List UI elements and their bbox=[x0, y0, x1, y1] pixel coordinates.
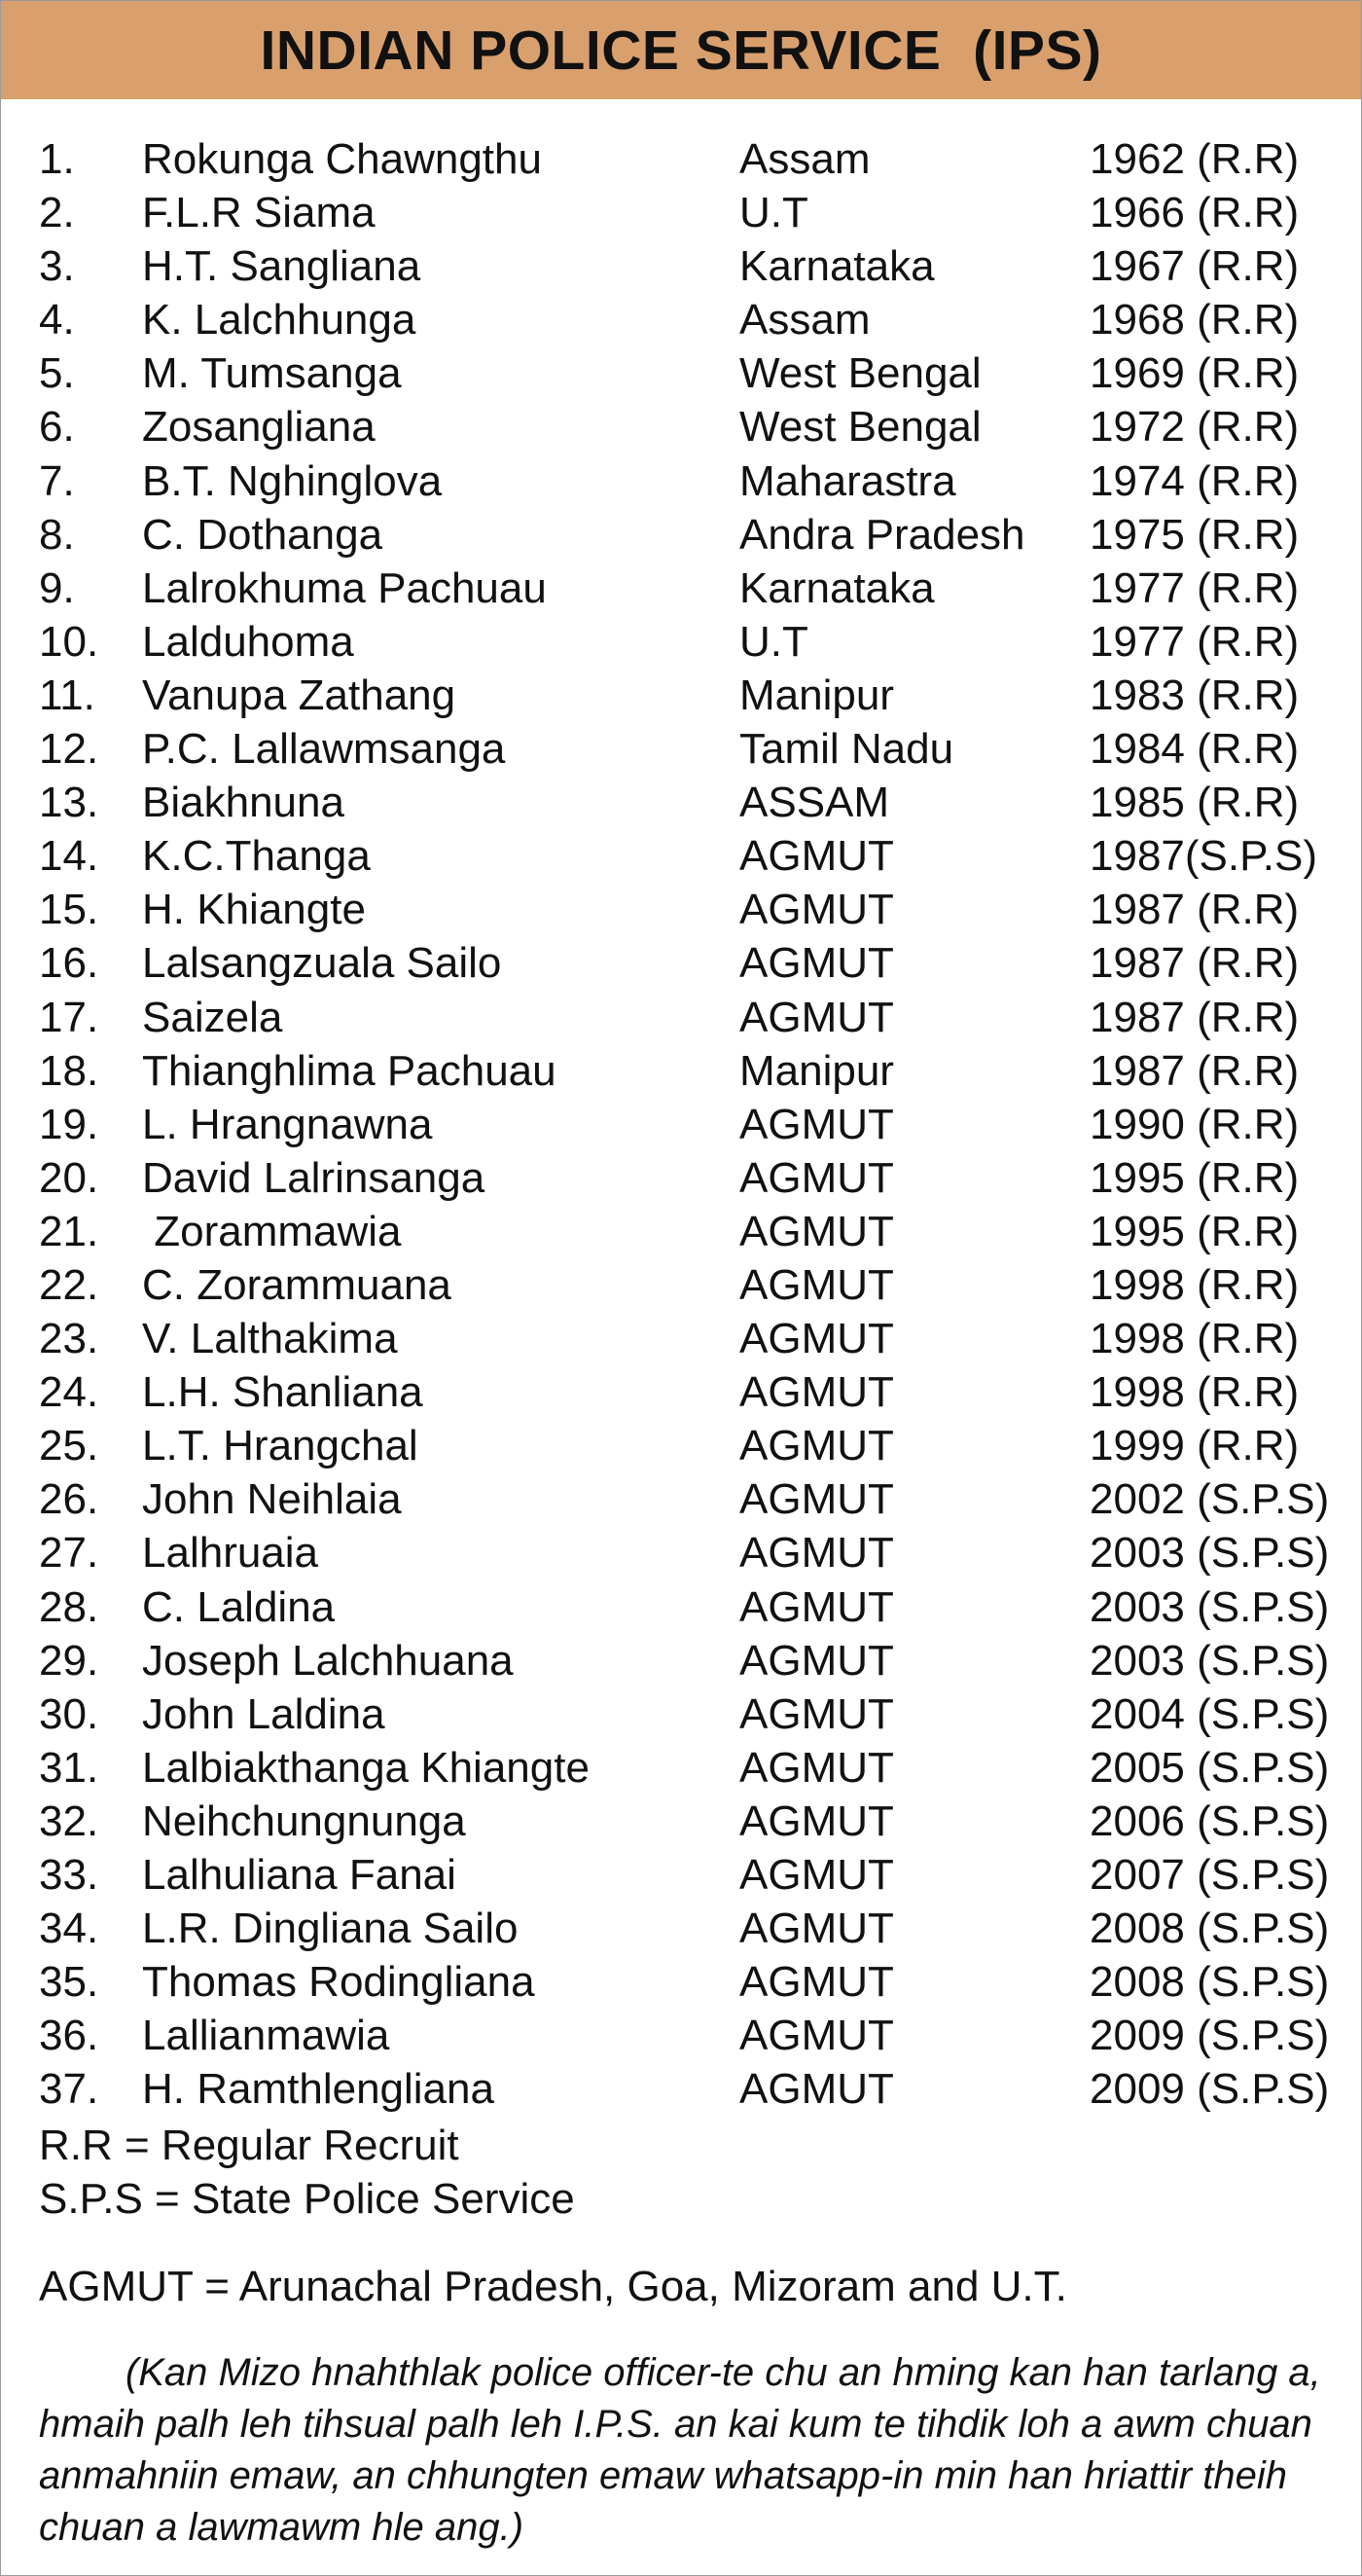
table-row bbox=[39, 1848, 1362, 1902]
table-row bbox=[39, 2062, 1362, 2116]
table-row bbox=[39, 239, 1362, 293]
officer-number: 9. bbox=[39, 563, 75, 612]
officer-cadre: Andra Pradesh bbox=[739, 510, 1025, 559]
officer-cadre: AGMUT bbox=[739, 1315, 894, 1363]
officer-name: Neihchungnunga bbox=[142, 1796, 466, 1845]
officer-cadre: AGMUT bbox=[739, 2012, 894, 2060]
officer-name: Joseph Lalchhuana bbox=[142, 1636, 514, 1685]
officer-cadre: West Bengal bbox=[739, 349, 982, 398]
table-row bbox=[39, 1258, 1362, 1312]
footnote-line: hmaih palh leh tihsual palh leh I.P.S. an kai kum te tihdik loh a awm chuan bbox=[39, 2403, 1312, 2446]
legend-agmut: AGMUT = Arunachal Pradesh, Goa, Mizoram and U.T. bbox=[39, 2263, 1067, 2310]
officer-batch-year: 1998 (R.R) bbox=[1090, 1315, 1300, 1363]
officer-batch-year: 2003 (S.P.S) bbox=[1090, 1529, 1330, 1578]
officer-number: 35. bbox=[39, 1958, 99, 2007]
officer-number: 34. bbox=[39, 1905, 99, 1953]
officer-cadre: AGMUT bbox=[739, 1689, 894, 1738]
officer-batch-year: 2003 (S.P.S) bbox=[1090, 1582, 1330, 1631]
officer-batch-year: 2006 (S.P.S) bbox=[1090, 1796, 1330, 1845]
officer-batch-year: 1987 (R.R) bbox=[1090, 939, 1300, 988]
header-banner bbox=[1, 1, 1361, 99]
table-row bbox=[39, 346, 1362, 400]
officer-cadre: AGMUT bbox=[739, 1905, 894, 1953]
table-row bbox=[39, 1419, 1362, 1472]
officer-name: L.R. Dingliana Sailo bbox=[142, 1905, 519, 1953]
officer-cadre: AGMUT bbox=[739, 1260, 894, 1309]
officer-name: Biakhnuna bbox=[142, 779, 344, 827]
table-row bbox=[39, 936, 1362, 990]
officer-name: H. Ramthlengliana bbox=[142, 2065, 494, 2114]
officer-batch-year: 2007 (S.P.S) bbox=[1090, 1851, 1330, 1899]
table-row bbox=[39, 776, 1362, 829]
officer-cadre: AGMUT bbox=[739, 832, 894, 881]
table-row bbox=[39, 508, 1362, 562]
officer-number: 30. bbox=[39, 1689, 99, 1738]
officer-name: L.T. Hrangchal bbox=[142, 1422, 418, 1470]
officer-number: 33. bbox=[39, 1851, 99, 1899]
officer-cadre: AGMUT bbox=[739, 1851, 894, 1899]
officer-batch-year: 1995 (R.R) bbox=[1090, 1153, 1300, 1202]
officer-name: B.T. Nghinglova bbox=[142, 456, 443, 505]
officer-name: C. Zorammuana bbox=[142, 1260, 451, 1309]
officer-batch-year: 1969 (R.R) bbox=[1090, 349, 1300, 398]
officer-number: 22. bbox=[39, 1260, 99, 1309]
officer-name: Lalhruaia bbox=[142, 1529, 319, 1578]
officer-number: 15. bbox=[39, 886, 99, 934]
officer-cadre: Manipur bbox=[739, 671, 894, 719]
officer-number: 29. bbox=[39, 1636, 99, 1685]
officer-cadre: AGMUT bbox=[739, 1958, 894, 2007]
officer-number: 14. bbox=[39, 832, 99, 881]
officer-name: Lalhuliana Fanai bbox=[142, 1851, 456, 1899]
officer-batch-year: 1966 (R.R) bbox=[1090, 189, 1300, 237]
officer-cadre: Assam bbox=[739, 135, 871, 183]
officer-cadre: Karnataka bbox=[739, 242, 935, 291]
officer-batch-year: 1998 (R.R) bbox=[1090, 1260, 1300, 1309]
officer-batch-year: 1985 (R.R) bbox=[1090, 779, 1300, 827]
officer-batch-year: 1987(S.P.S) bbox=[1090, 832, 1318, 881]
table-row bbox=[39, 1955, 1362, 2009]
officer-batch-year: 1977 (R.R) bbox=[1090, 617, 1300, 666]
officer-batch-year: 1975 (R.R) bbox=[1090, 510, 1300, 559]
officer-number: 7. bbox=[39, 456, 75, 505]
officer-cadre: AGMUT bbox=[739, 1636, 894, 1685]
officer-number: 26. bbox=[39, 1475, 99, 1524]
officer-number: 37. bbox=[39, 2065, 99, 2114]
table-row bbox=[39, 454, 1362, 508]
officer-number: 28. bbox=[39, 1582, 99, 1631]
table-row bbox=[39, 1795, 1362, 1848]
officer-cadre: AGMUT bbox=[739, 2065, 894, 2114]
officer-name: K. Lalchhunga bbox=[142, 296, 416, 345]
officer-cadre: AGMUT bbox=[739, 1743, 894, 1792]
officer-name: Saizela bbox=[142, 993, 283, 1041]
officer-number: 27. bbox=[39, 1529, 99, 1578]
officer-number: 17. bbox=[39, 993, 99, 1041]
officer-cadre: AGMUT bbox=[739, 1207, 894, 1255]
officer-batch-year: 1967 (R.R) bbox=[1090, 242, 1300, 291]
footnote-line: chuan a lawmawm hle ang.) bbox=[39, 2506, 524, 2549]
officer-cadre: AGMUT bbox=[739, 1582, 894, 1631]
table-row bbox=[39, 1205, 1362, 1258]
officer-cadre: AGMUT bbox=[739, 1422, 894, 1470]
officer-batch-year: 2009 (S.P.S) bbox=[1090, 2065, 1330, 2114]
officer-cadre: AGMUT bbox=[739, 1475, 894, 1524]
officer-name: Rokunga Chawngthu bbox=[142, 135, 542, 183]
officer-number: 36. bbox=[39, 2012, 99, 2060]
table-row bbox=[39, 1580, 1362, 1634]
officer-number: 18. bbox=[39, 1046, 99, 1095]
officer-number: 11. bbox=[39, 671, 95, 719]
officer-number: 5. bbox=[39, 349, 75, 398]
table-row bbox=[39, 2009, 1362, 2062]
table-row bbox=[39, 829, 1362, 883]
officer-batch-year: 2002 (S.P.S) bbox=[1090, 1475, 1330, 1524]
officer-cadre: AGMUT bbox=[739, 1153, 894, 1202]
officer-cadre: Manipur bbox=[739, 1046, 894, 1095]
officer-name: V. Lalthakima bbox=[142, 1315, 398, 1363]
officer-batch-year: 1977 (R.R) bbox=[1090, 563, 1300, 612]
officer-batch-year: 1968 (R.R) bbox=[1090, 296, 1300, 345]
officer-number: 20. bbox=[39, 1153, 99, 1202]
table-row bbox=[39, 562, 1362, 615]
officer-number: 31. bbox=[39, 1743, 99, 1792]
officer-list bbox=[39, 132, 1362, 2116]
officer-cadre: AGMUT bbox=[739, 1796, 894, 1845]
officer-name: Lalsangzuala Sailo bbox=[142, 939, 502, 988]
officer-name: Lalbiakthanga Khiangte bbox=[142, 1743, 590, 1792]
officer-name: H. Khiangte bbox=[142, 886, 366, 934]
officer-number: 10. bbox=[39, 617, 99, 666]
table-row bbox=[39, 669, 1362, 722]
officer-name: M. Tumsanga bbox=[142, 349, 402, 398]
officer-name: L. Hrangnawna bbox=[142, 1100, 433, 1148]
officer-number: 21. bbox=[39, 1207, 99, 1255]
officer-cadre: West Bengal bbox=[739, 403, 982, 452]
officer-cadre: Assam bbox=[739, 296, 871, 345]
officer-number: 24. bbox=[39, 1368, 99, 1417]
legend-rr: R.R = Regular Recruit bbox=[39, 2122, 459, 2169]
officer-number: 16. bbox=[39, 939, 99, 988]
officer-batch-year: 1983 (R.R) bbox=[1090, 671, 1300, 719]
officer-name: P.C. Lallawmsanga bbox=[142, 725, 506, 774]
table-row bbox=[39, 883, 1362, 936]
officer-name: Zosangliana bbox=[142, 403, 376, 452]
officer-number: 25. bbox=[39, 1422, 99, 1470]
table-row bbox=[39, 1151, 1362, 1205]
officer-cadre: U.T bbox=[739, 189, 808, 237]
officer-cadre: AGMUT bbox=[739, 939, 894, 988]
officer-number: 2. bbox=[39, 189, 75, 237]
officer-batch-year: 2003 (S.P.S) bbox=[1090, 1636, 1330, 1685]
table-row bbox=[39, 1902, 1362, 1955]
officer-batch-year: 1984 (R.R) bbox=[1090, 725, 1300, 774]
footnote-line: anmahniin emaw, an chhungten emaw whatsapp-in min han hriattir theih bbox=[39, 2454, 1287, 2497]
officer-number: 32. bbox=[39, 1796, 99, 1845]
officer-name: Thianghlima Pachuau bbox=[142, 1046, 556, 1095]
officer-name: H.T. Sangliana bbox=[142, 242, 421, 291]
officer-name: John Laldina bbox=[142, 1689, 385, 1738]
officer-number: 19. bbox=[39, 1100, 99, 1148]
officer-batch-year: 1972 (R.R) bbox=[1090, 403, 1300, 452]
officer-name: Thomas Rodingliana bbox=[142, 1958, 535, 2007]
officer-number: 1. bbox=[39, 135, 75, 183]
officer-name: Lallianmawia bbox=[142, 2012, 390, 2060]
officer-number: 6. bbox=[39, 403, 75, 452]
officer-name: F.L.R Siama bbox=[142, 189, 376, 237]
officer-cadre: Tamil Nadu bbox=[739, 725, 954, 774]
officer-cadre: Maharastra bbox=[739, 456, 956, 505]
officer-cadre: AGMUT bbox=[739, 886, 894, 934]
table-row bbox=[39, 1741, 1362, 1795]
officer-number: 23. bbox=[39, 1315, 99, 1363]
officer-cadre: AGMUT bbox=[739, 1368, 894, 1417]
table-row bbox=[39, 1098, 1362, 1151]
officer-name: Zorammawia bbox=[142, 1207, 402, 1255]
table-row bbox=[39, 991, 1362, 1044]
officer-name: Lalduhoma bbox=[142, 617, 354, 666]
table-row bbox=[39, 1634, 1362, 1687]
table-row bbox=[39, 615, 1362, 669]
table-row bbox=[39, 400, 1362, 454]
officer-batch-year: 1987 (R.R) bbox=[1090, 993, 1300, 1041]
officer-number: 13. bbox=[39, 779, 99, 827]
officer-name: C. Dothanga bbox=[142, 510, 383, 559]
table-row bbox=[39, 293, 1362, 346]
legend-sps: S.P.S = State Police Service bbox=[39, 2175, 575, 2223]
officer-batch-year: 1974 (R.R) bbox=[1090, 456, 1300, 505]
officer-batch-year: 2005 (S.P.S) bbox=[1090, 1743, 1330, 1792]
officer-number: 12. bbox=[39, 725, 99, 774]
officer-name: David Lalrinsanga bbox=[142, 1153, 485, 1202]
table-row bbox=[39, 1312, 1362, 1365]
page-title: INDIAN POLICE SERVICE (IPS) bbox=[260, 18, 1102, 82]
officer-batch-year: 1999 (R.R) bbox=[1090, 1422, 1300, 1470]
table-row bbox=[39, 1472, 1362, 1526]
officer-batch-year: 2004 (S.P.S) bbox=[1090, 1689, 1330, 1738]
officer-batch-year: 1990 (R.R) bbox=[1090, 1100, 1300, 1148]
officer-number: 3. bbox=[39, 242, 75, 291]
officer-name: Lalrokhuma Pachuau bbox=[142, 563, 547, 612]
officer-cadre: ASSAM bbox=[739, 779, 890, 827]
table-row bbox=[39, 1526, 1362, 1579]
officer-cadre: AGMUT bbox=[739, 993, 894, 1041]
officer-batch-year: 1995 (R.R) bbox=[1090, 1207, 1300, 1255]
table-row bbox=[39, 1044, 1362, 1098]
officer-name: Vanupa Zathang bbox=[142, 671, 456, 719]
officer-name: C. Laldina bbox=[142, 1582, 336, 1631]
officer-batch-year: 1998 (R.R) bbox=[1090, 1368, 1300, 1417]
table-row bbox=[39, 722, 1362, 776]
officer-batch-year: 1987 (R.R) bbox=[1090, 1046, 1300, 1095]
table-row bbox=[39, 1687, 1362, 1741]
officer-batch-year: 1962 (R.R) bbox=[1090, 135, 1300, 183]
officer-name: K.C.Thanga bbox=[142, 832, 371, 881]
officer-name: John Neihlaia bbox=[142, 1475, 402, 1524]
officer-number: 4. bbox=[39, 296, 75, 345]
officer-cadre: Karnataka bbox=[739, 563, 935, 612]
officer-batch-year: 2008 (S.P.S) bbox=[1090, 1905, 1330, 1953]
officer-name: L.H. Shanliana bbox=[142, 1368, 423, 1417]
table-row bbox=[39, 1365, 1362, 1419]
officer-cadre: AGMUT bbox=[739, 1100, 894, 1148]
table-row bbox=[39, 186, 1362, 239]
officer-cadre: AGMUT bbox=[739, 1529, 894, 1578]
footnote bbox=[39, 2347, 1357, 2554]
officer-cadre: U.T bbox=[739, 617, 808, 666]
table-row bbox=[39, 132, 1362, 186]
officer-batch-year: 1987 (R.R) bbox=[1090, 886, 1300, 934]
officer-batch-year: 2008 (S.P.S) bbox=[1090, 1958, 1330, 2007]
footnote-line: (Kan Mizo hnahthlak police officer-te chu an hming kan han tarlang a, bbox=[39, 2351, 1321, 2394]
officer-batch-year: 2009 (S.P.S) bbox=[1090, 2012, 1330, 2060]
officer-number: 8. bbox=[39, 510, 75, 559]
